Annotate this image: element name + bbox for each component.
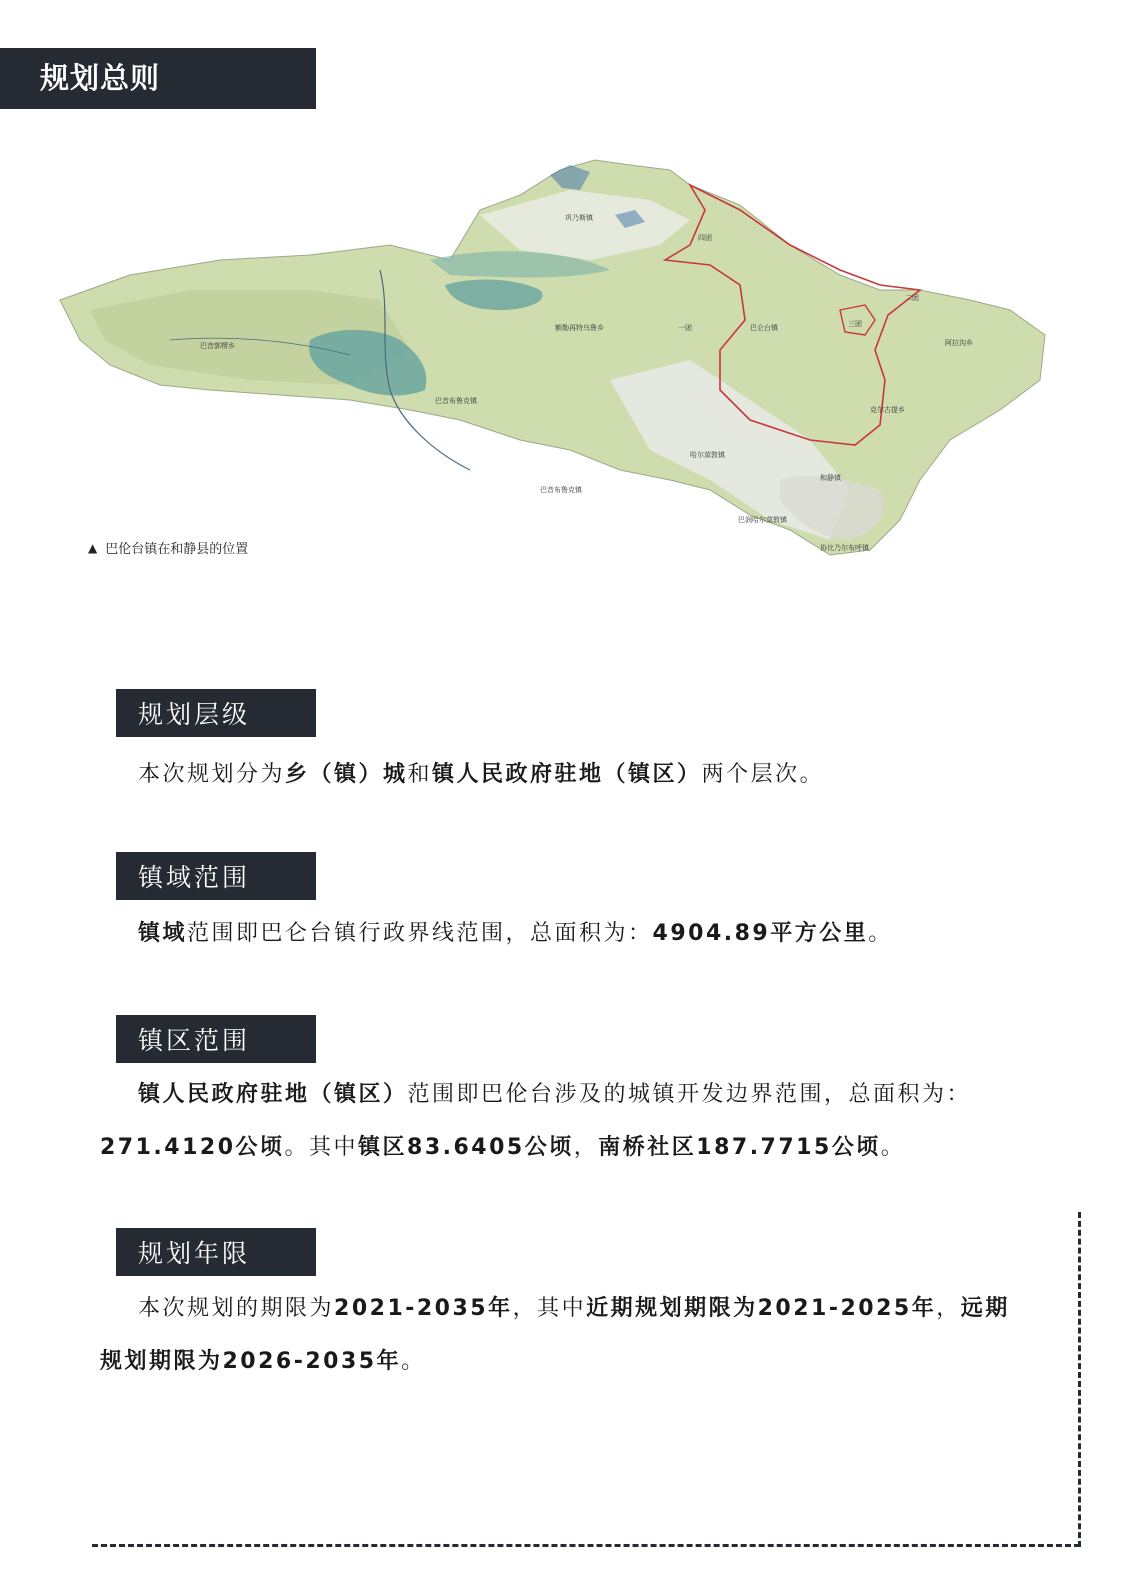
text-run-bold: 271.4120公顷: [100, 1135, 285, 1160]
map-label: 哈尔莫敦镇: [690, 451, 725, 459]
text-run: 。: [880, 1135, 906, 1160]
map-label: 克尔古提乡: [870, 406, 905, 414]
map-label: 四团: [698, 234, 712, 242]
text-run: ，其中: [512, 1296, 587, 1321]
map-label: 额勒再特乌鲁乡: [555, 324, 604, 332]
section-heading: 规划层级: [116, 689, 316, 737]
text-run: 范围即巴仑台镇行政界线范围，总面积为：: [187, 921, 653, 946]
text-run: 本次规划的期限为: [138, 1296, 335, 1321]
text-run: 。其中: [284, 1135, 359, 1160]
map-label: 巴音布鲁克镇: [435, 397, 477, 405]
triangle-icon: ▲: [88, 540, 98, 555]
map-label: 巴音郭楞乡: [200, 342, 235, 350]
text-run: 和: [407, 762, 433, 787]
map-label: 三团: [848, 320, 862, 328]
map-label: 巴润哈尔莫敦镇: [738, 516, 787, 524]
map-label: 一团: [678, 324, 692, 332]
map-label: 巩乃斯镇: [565, 214, 593, 222]
text-run-bold: 乡（镇）城: [285, 762, 408, 787]
decorative-dashed-border-bottom: [92, 1544, 1080, 1547]
page-title: 规划总则: [0, 48, 316, 109]
section-heading: 镇区范围: [116, 1015, 316, 1063]
map-label: 协比乃尔布呼镇: [820, 544, 869, 552]
text-run-bold: 镇人民政府驻地（镇区）: [138, 1082, 408, 1107]
map-label: 阿拉沟乡: [945, 339, 973, 347]
section-text: [100, 1068, 1020, 1174]
section-text: [138, 907, 1018, 960]
section-heading: 规划年限: [116, 1228, 316, 1276]
text-run-bold: 4904.89平方公里: [652, 921, 869, 946]
decorative-dashed-border-right: [1078, 1212, 1081, 1547]
text-run-bold: 2021-2035年: [334, 1296, 513, 1321]
section-text: [138, 748, 1018, 801]
map-label: 二团: [905, 294, 919, 302]
text-run-bold: 镇域: [138, 921, 188, 946]
map-caption: [88, 538, 248, 557]
text-run-bold: 镇人民政府驻地（镇区）: [432, 762, 702, 787]
text-run: 两个层次。: [701, 762, 825, 787]
text-run: 本次规划分为: [138, 762, 286, 787]
text-run: ，: [573, 1135, 599, 1160]
map-label: 巴仑台镇: [750, 324, 778, 332]
text-run: 。: [868, 921, 893, 946]
map-caption-text: 巴伦台镇在和静县的位置: [105, 542, 249, 557]
text-run: ，: [936, 1296, 961, 1321]
map-graphic: [50, 150, 1060, 560]
location-map: [50, 150, 1060, 560]
text-run-bold: 南桥社区187.7715公顷: [598, 1135, 881, 1160]
map-label: 和静镇: [820, 474, 841, 482]
text-run: 范围即巴伦台涉及的城镇开发边界范围，总面积为：: [407, 1082, 972, 1107]
text-run-bold: 镇区83.6405公顷: [358, 1135, 574, 1160]
text-run: 。: [401, 1349, 426, 1374]
map-label: 巴音布鲁克镇: [540, 486, 582, 494]
text-run-bold: 远期规划期限为2026-2035年: [100, 1296, 1010, 1374]
text-run-bold: 近期规划期限为2021-2025年: [586, 1296, 937, 1321]
section-heading: 镇域范围: [116, 852, 316, 900]
section-text: [100, 1282, 1020, 1388]
